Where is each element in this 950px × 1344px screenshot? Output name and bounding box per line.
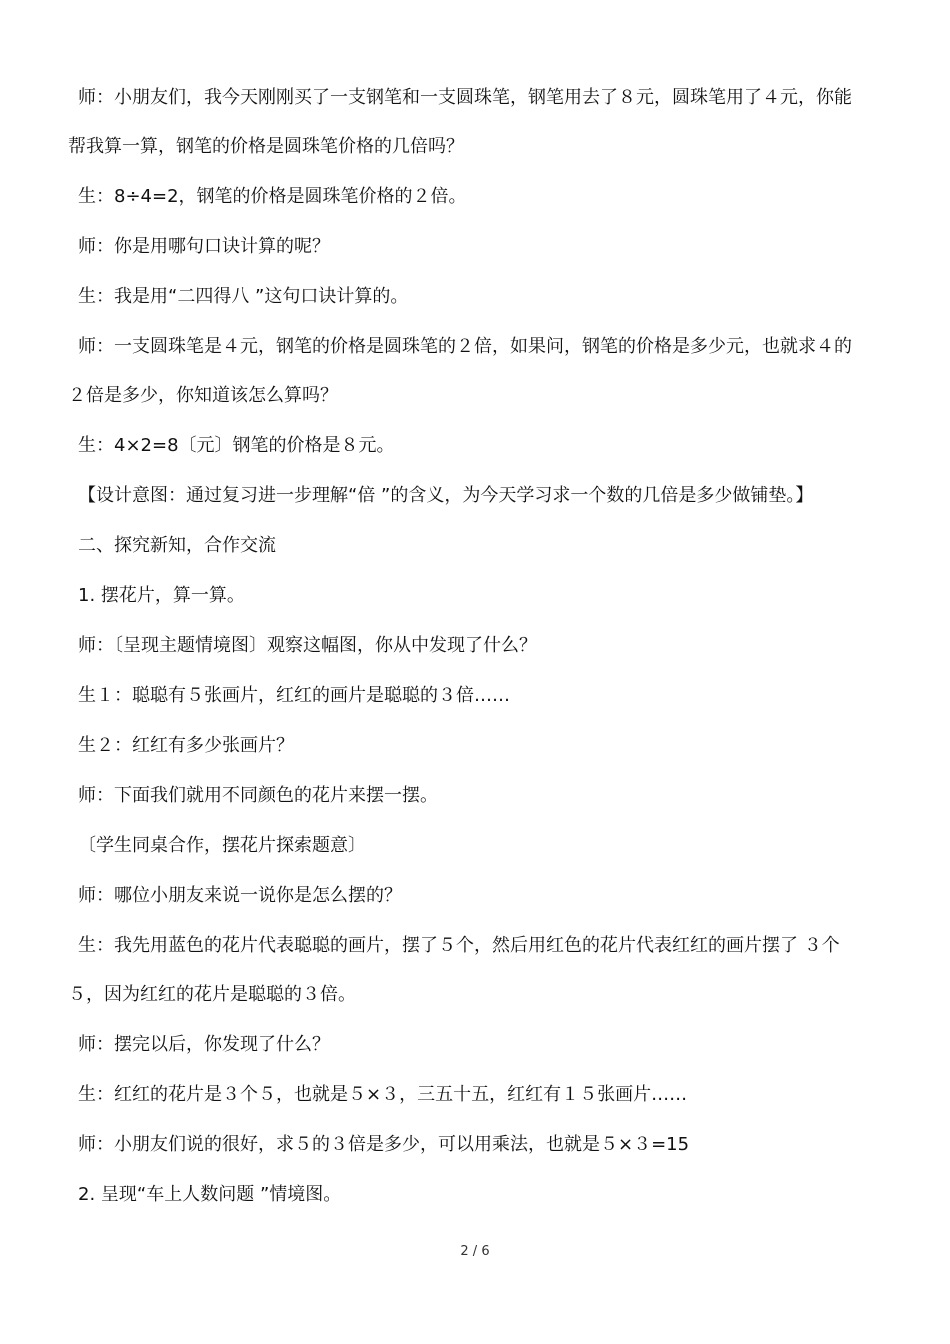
text-line: 〔学生同桌合作，摆花片探索题意〕 [78,835,366,856]
text-line: ２倍是多少，你知道该怎么算吗？ [68,385,338,406]
text-line: 师：你是用哪句口诀计算的呢？ [78,236,330,257]
text-line: 生：我先用蓝色的花片代表聪聪的画片，摆了５个，然后用红色的花片代表红红的画片摆了 ３个 [78,935,840,956]
text-line: 帮我算一算，钢笔的价格是圆珠笔价格的几倍吗？ [68,136,464,157]
text-line: 师：下面我们就用不同颜色的花片来摆一摆。 [78,785,438,806]
text-line: 生：8÷4=2，钢笔的价格是圆珠笔价格的２倍。 [78,186,467,207]
text-line: 生：4×2=8〔元〕钢笔的价格是８元。 [78,435,395,456]
text-line: 师：〔呈现主题情境图〕观察这幅图，你从中发现了什么？ [78,635,537,656]
text-line: 生：红红的花片是３个５，也就是５×３，三五十五，红红有１５张画片…… [78,1084,688,1105]
subsection-heading: 2. 呈现“车上人数问题 ”情境图。 [78,1184,342,1205]
page-number: 2 / 6 [460,1244,490,1259]
text-line: 师：小朋友们说的很好，求５的３倍是多少，可以用乘法，也就是５×３=15 [78,1134,690,1155]
text-line: 生２：红红有多少张画片？ [78,735,294,756]
text-line: 生１：聪聪有５张画片，红红的画片是聪聪的３倍…… [78,685,510,706]
text-line: 师：小朋友们，我今天刚刚买了一支钢笔和一支圆珠笔，钢笔用去了８元，圆珠笔用了４元，你能 [78,87,852,108]
section-heading: 二、探究新知，合作交流 [78,535,276,556]
text-line: 师：摆完以后，你发现了什么？ [78,1034,330,1055]
text-line: 生：我是用“二四得八 ”这句口诀计算的。 [78,286,409,307]
text-line: ５，因为红红的花片是聪聪的３倍。 [68,984,356,1005]
subsection-heading: 1. 摆花片，算一算。 [78,585,245,606]
text-line: 师：一支圆珠笔是４元，钢笔的价格是圆珠笔的２倍，如果问，钢笔的价格是多少元，也就求４的 [78,336,852,357]
text-line: 师：哪位小朋友来说一说你是怎么摆的？ [78,885,402,906]
design-intent-note: 【设计意图：通过复习进一步理解“倍 ”的含义，为今天学习求一个数的几倍是多少做铺垫。】 [78,485,814,506]
